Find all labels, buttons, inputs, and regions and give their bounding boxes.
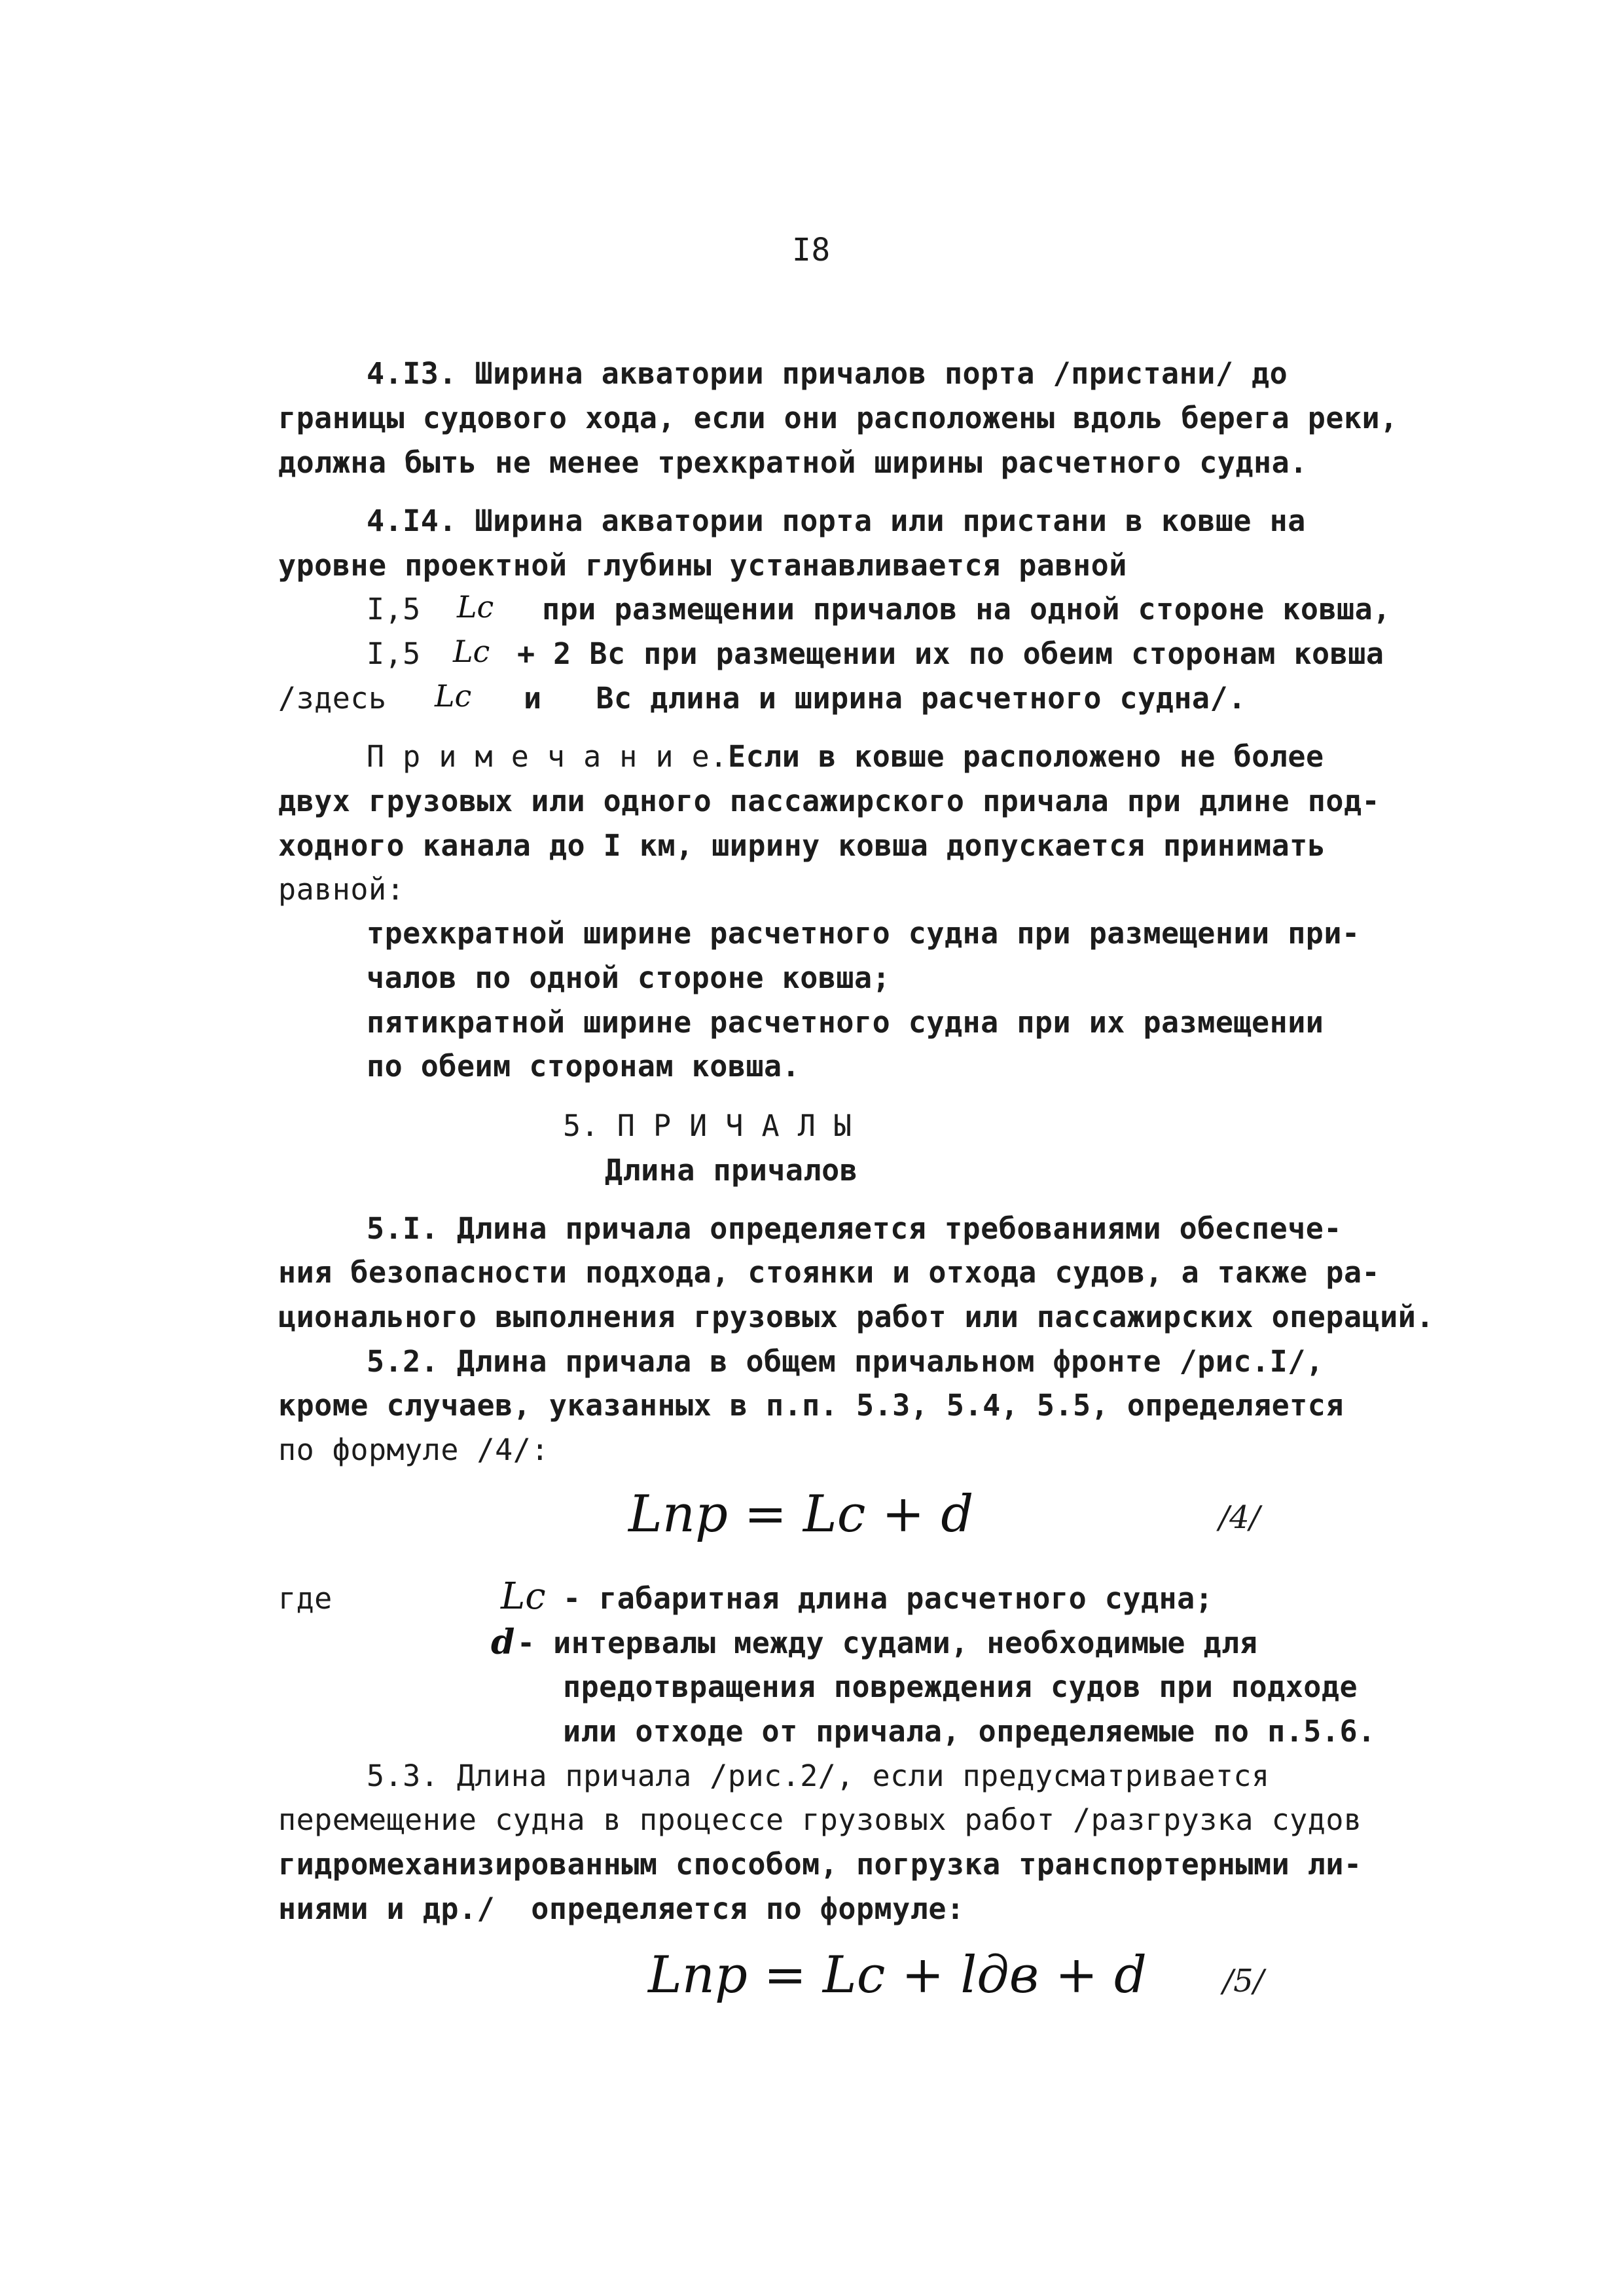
para-4-13-line-1: 4.I3. Ширина акватории причалов порта /пристани/ до [367,356,1288,391]
where-definition-lc: - габаритная длина расчетного судна; [563,1581,1214,1616]
formula-5-number: /5/ [1223,1963,1264,1999]
para-5-3-line-2: перемещение судна в процессе грузовых работ /разгрузка судов [278,1802,1362,1837]
case-2-lc-symbol: Lc [453,634,490,669]
where-definition-d-line-3: или отходе от причала, определяемые по п.5.6. [563,1714,1376,1749]
formula-4-number: /4/ [1219,1499,1260,1536]
para-4-13-line-2: границы судового хода, если они расположены вдоль берега реки, [278,401,1398,435]
case-1-lc-symbol: Lc [457,589,494,625]
where-definition-d-line-1: - интервалы между судами, необходимые для [517,1626,1258,1660]
para-5-3-line-1: 5.3. Длина причала /рис.2/, если предусматривается [367,1758,1270,1793]
para-4-13-line-3: должна быть не менее трехкратной ширины расчетного судна. [278,445,1308,480]
para-5-2-line-3: по формуле /4/: [278,1432,549,1467]
case-2-coefficient: I,5 [367,636,421,671]
para-5-3-line-3: гидромеханизированным способом, погрузка транспортерными ли- [278,1847,1362,1882]
note-item-2-line-1: пятикратной ширине расчетного судна при их размещении [367,1005,1324,1040]
formula-5: Lпр = Lc + lдв + d [648,1946,1147,2005]
where-symbol-lc: Lc [501,1575,546,1618]
note-line-4: равной: [278,872,405,907]
case-3-text: и Вс длина и ширина расчетного судна/. [524,681,1246,716]
para-5-1-line-2: ния безопасности подхода, стоянки и отхода судов, а также ра- [278,1255,1380,1290]
para-4-14-line-2: уровне проектной глубины устанавливается равной [278,548,1127,583]
where-definition-d-line-2: предотвращения повреждения судов при подходе [563,1669,1358,1704]
para-5-2-line-2: кроме случаев, указанных в п.п. 5.3, 5.4, 5.5, определяется [278,1388,1344,1423]
case-3-lc-symbol: Lc [435,678,472,714]
note-item-1-line-2: чалов по одной стороне ковша; [367,960,891,995]
para-5-1-line-3: ционального выполнения грузовых работ или пассажирских операций. [278,1300,1434,1334]
note-line-2: двух грузовых или одного пассажирского причала при длине под- [278,784,1380,818]
where-label: где [278,1581,333,1616]
case-2-text: + 2 Вс при размещении их по обеим сторонам ковша [517,636,1384,671]
para-4-14-line-1: 4.I4. Ширина акватории порта или пристани в ковше на [367,503,1306,538]
para-5-1-line-1: 5.I. Длина причала определяется требованиями обеспече- [367,1211,1342,1246]
note-line-1: Если в ковше расположено не более [728,739,1324,774]
case-3-start: /здесь [278,681,387,716]
note-item-1-line-1: трехкратной ширине расчетного судна при размещении при- [367,916,1360,951]
section-subheading: Длина причалов [605,1153,858,1188]
note-line-3: ходного канала до I км, ширину ковша допускается принимать [278,828,1326,863]
case-1-coefficient: I,5 [367,592,421,627]
note-title: П р и м е ч а н и е. [367,739,728,774]
where-symbol-d: d [491,1622,515,1662]
para-5-2-line-1: 5.2. Длина причала в общем причальном фронте /рис.I/, [367,1344,1324,1379]
note-item-2-line-2: по обеим сторонам ковша. [367,1049,801,1084]
case-1-text: при размещении причалов на одной стороне ковша, [542,592,1391,627]
para-5-3-line-4: ниями и др./ определяется по формуле: [278,1891,965,1926]
page-number: I8 [792,232,831,268]
formula-4: Lпр = Lc + d [628,1485,974,1544]
section-heading: 5. П Р И Ч А Л Ы [563,1108,852,1143]
